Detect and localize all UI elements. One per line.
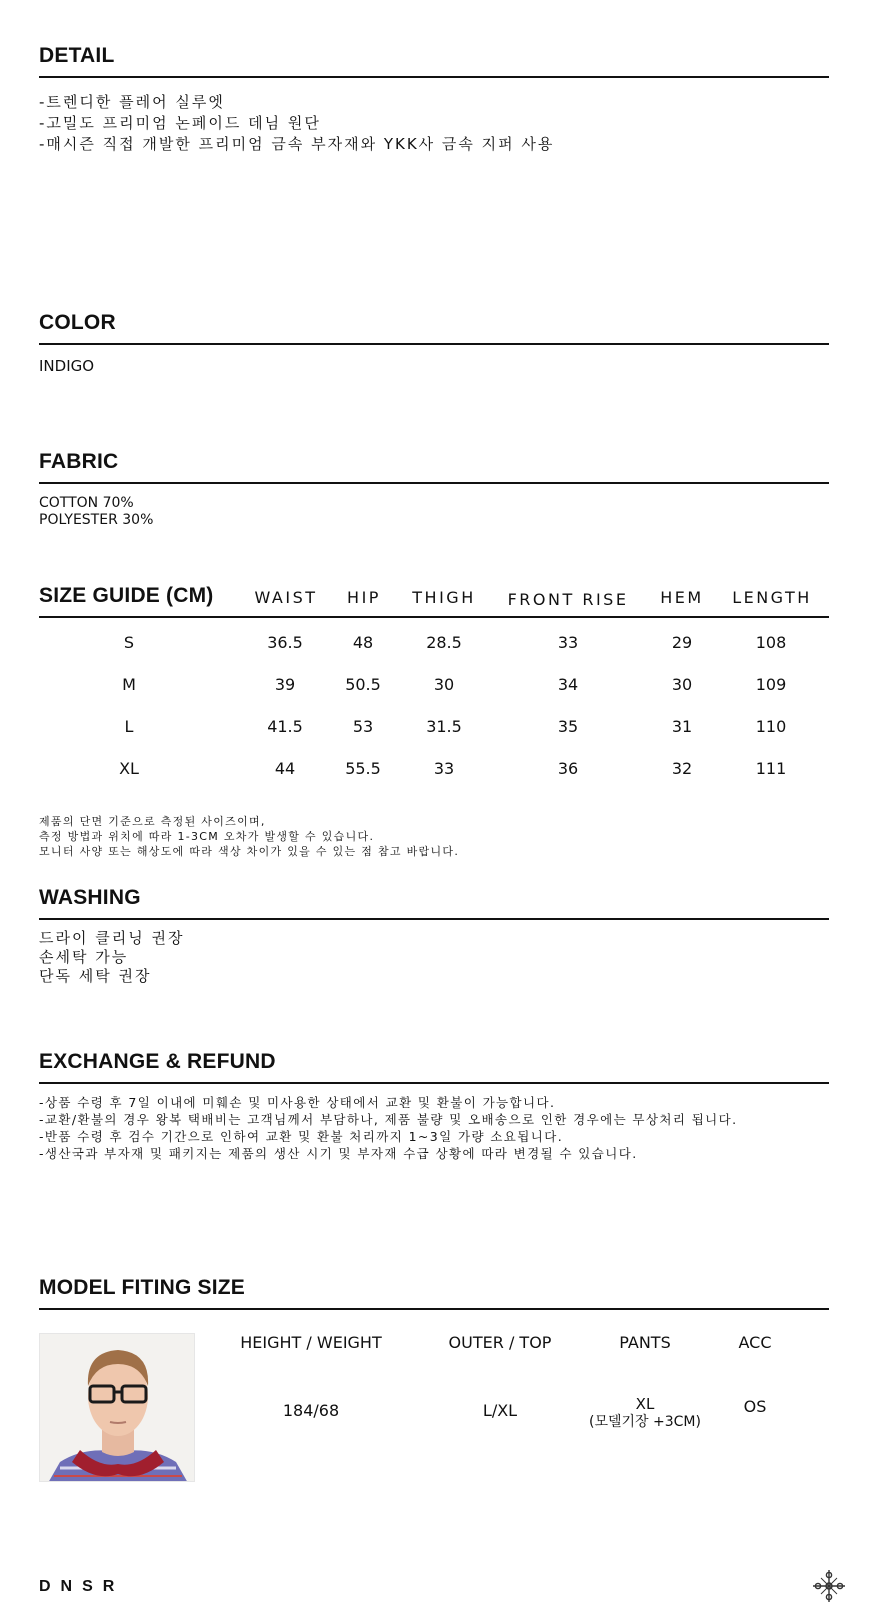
model-height-weight: 184/68 — [282, 1401, 340, 1420]
exchange-line: -반품 수령 후 검수 기간으로 인하여 교환 및 환불 처리까지 1~3일 가량 소요됩니다. — [39, 1129, 564, 1144]
size-cell: M — [122, 675, 136, 694]
size-cell: 110 — [755, 717, 787, 736]
fabric-line: COTTON 70% — [39, 495, 134, 511]
brand-logo: DNSR — [39, 1578, 125, 1595]
size-cell: 41.5 — [267, 717, 303, 736]
color-value: INDIGO — [39, 357, 95, 375]
size-cell: S — [123, 633, 135, 652]
washing-line: 손세탁 가능 — [39, 948, 129, 966]
size-note: 모니터 사양 또는 해상도에 따라 색상 차이가 있을 수 있는 점 참고 바랍니다. — [39, 845, 460, 858]
size-cell: 50.5 — [345, 675, 381, 694]
exchange-line: -교환/환불의 경우 왕복 택배비는 고객님께서 부담하나, 제품 불량 및 오배송으로 인한 경우에는 무상처리 됩니다. — [39, 1112, 738, 1127]
color-title: COLOR — [39, 311, 116, 334]
model-photo — [39, 1333, 195, 1482]
exchange-line: -생산국과 부자재 및 패키지는 제품의 생산 시기 및 부자재 수급 상황에 따라 변경될 수 있습니다. — [39, 1146, 638, 1161]
size-note: 제품의 단면 기준으로 측정된 사이즈이며, — [39, 815, 266, 828]
washing-line: 단독 세탁 권장 — [39, 967, 152, 985]
size-cell: 36.5 — [267, 633, 303, 652]
size-cell: 53 — [352, 717, 374, 736]
size-cell: 31.5 — [426, 717, 462, 736]
size-cell: XL — [119, 759, 139, 778]
size-cell: 30 — [433, 675, 455, 694]
star-emblem-icon — [812, 1569, 846, 1603]
fabric-title: FABRIC — [39, 450, 119, 473]
detail-line: -트렌디한 플레어 실루엣 — [39, 93, 225, 111]
size-cell: 29 — [671, 633, 693, 652]
model-divider — [39, 1308, 829, 1310]
model-outer-top: L/XL — [482, 1401, 518, 1420]
size-cell: 108 — [755, 633, 787, 652]
detail-divider — [39, 76, 829, 78]
size-header-hem: HEM — [660, 588, 704, 607]
size-cell: 44 — [274, 759, 296, 778]
model-header-pants: PANTS — [619, 1333, 671, 1352]
exchange-divider — [39, 1082, 829, 1084]
size-cell: 109 — [755, 675, 787, 694]
washing-title: WASHING — [39, 886, 141, 909]
washing-divider — [39, 918, 829, 920]
model-header-outer-top: OUTER / TOP — [448, 1333, 552, 1352]
detail-line: -매시즌 직접 개발한 프리미엄 금속 부자재와 YKK사 금속 지퍼 사용 — [39, 135, 555, 153]
size-cell: 48 — [352, 633, 374, 652]
size-note: 측정 방법과 위치에 따라 1-3CM 오차가 발생할 수 있습니다. — [39, 830, 375, 843]
size-cell: 36 — [557, 759, 579, 778]
size-header-front-rise: FRONT RISE — [507, 590, 629, 609]
model-header-height-weight: HEIGHT / WEIGHT — [240, 1333, 382, 1352]
size-cell: 33 — [557, 633, 579, 652]
model-header-acc: ACC — [738, 1333, 772, 1352]
model-acc: OS — [743, 1397, 767, 1416]
size-cell: 35 — [557, 717, 579, 736]
size-cell: 34 — [557, 675, 579, 694]
size-cell: 33 — [433, 759, 455, 778]
size-header-hip: HIP — [347, 588, 381, 607]
size-cell: 111 — [755, 759, 787, 778]
size-cell: 32 — [671, 759, 693, 778]
size-cell: 55.5 — [345, 759, 381, 778]
size-cell: 30 — [671, 675, 693, 694]
size-guide-title: SIZE GUIDE (CM) — [39, 584, 214, 607]
size-header-thigh: THIGH — [412, 588, 476, 607]
washing-line: 드라이 클리닝 권장 — [39, 929, 185, 947]
exchange-line: -상품 수령 후 7일 이내에 미훼손 및 미사용한 상태에서 교환 및 환불이 가능합니다. — [39, 1095, 556, 1110]
exchange-title: EXCHANGE & REFUND — [39, 1050, 276, 1073]
size-cell: 31 — [671, 717, 693, 736]
model-portrait-image — [40, 1334, 195, 1482]
size-header-waist: WAIST — [254, 588, 318, 607]
size-guide-divider — [39, 616, 829, 618]
detail-title: DETAIL — [39, 44, 115, 67]
size-cell: 28.5 — [426, 633, 462, 652]
model-pants: XL — [635, 1395, 655, 1413]
fabric-divider — [39, 482, 829, 484]
model-pants-note: (모델기장 +3CM) — [589, 1414, 701, 1430]
detail-line: -고밀도 프리미엄 논페이드 데님 원단 — [39, 114, 321, 132]
size-cell: L — [124, 717, 134, 736]
fabric-line: POLYESTER 30% — [39, 512, 154, 528]
model-title: MODEL FITING SIZE — [39, 1276, 246, 1299]
color-divider — [39, 343, 829, 345]
size-header-length: LENGTH — [732, 588, 812, 607]
size-cell: 39 — [274, 675, 296, 694]
